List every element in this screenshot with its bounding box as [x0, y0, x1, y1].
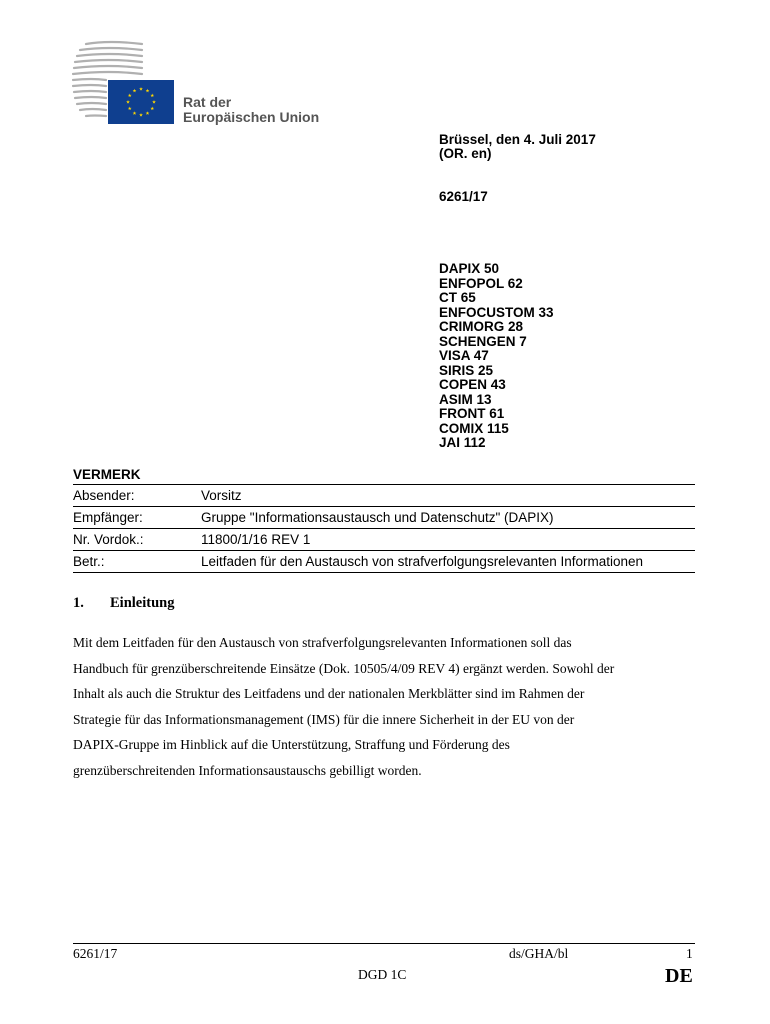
note-row [73, 484, 695, 506]
footer-divider [73, 943, 695, 944]
eu-flag-icon [108, 80, 174, 124]
classification-code: VISA 47 [439, 348, 489, 363]
classification-code: SIRIS 25 [439, 362, 494, 378]
classification-code: COPEN 43 [439, 377, 506, 392]
original-language: (OR. en) [439, 146, 492, 161]
eu-star-icon [126, 100, 130, 104]
paragraph-line: Strategie für das Informationsmanagement (IMS) für die innere Sicherheit in der EU von der [73, 711, 575, 727]
classification-code: CRIMORG 28 [439, 319, 524, 334]
eu-star-icon [150, 94, 154, 98]
note-row-value: Leitfaden für den Austausch von strafverfolgungsrelevanten Informationen [201, 554, 644, 569]
eu-star-icon [152, 100, 156, 104]
place-date: Brüssel, den 4. Juli 2017 [439, 132, 596, 147]
note-row-label: Empfänger: [73, 510, 143, 525]
council-name [183, 95, 319, 125]
classification-code: DAPIX 50 [439, 261, 500, 276]
classification-code: ASIM 13 [439, 391, 492, 407]
note-metadata-table [73, 484, 695, 573]
classification-code: ENFOCUSTOM 33 [439, 304, 554, 320]
council-name-line2: Europäischen Union [183, 109, 320, 125]
eu-star-icon [128, 107, 132, 111]
footer-page-number: 1 [686, 946, 693, 961]
section-title: Einleitung [110, 595, 175, 611]
eu-star-icon [128, 94, 132, 98]
note-row-value: Gruppe "Informationsaustausch und Datenschutz" (DAPIX) [201, 510, 554, 525]
paragraph-line: grenzüberschreitenden Informationsaustauschs gebilligt worden. [73, 762, 422, 778]
footer-reference: ds/GHA/bl [509, 946, 569, 961]
note-row [73, 550, 695, 573]
paragraph-line: DAPIX-Gruppe im Hinblick auf die Unterstützung, Straffung und Förderung des [73, 737, 510, 752]
note-row-value: 11800/1/16 REV 1 [201, 532, 311, 547]
council-name-line1: Rat der [183, 94, 232, 110]
footer-document-number: 6261/17 [73, 946, 118, 961]
section-number: 1. [73, 595, 84, 611]
paragraph-line: Handbuch für grenzüberschreitende Einsätze (Dok. 10505/4/09 REV 4) ergänzt werden. Sowohl der [73, 660, 615, 676]
eu-star-icon [133, 89, 137, 93]
document-number: 6261/17 [439, 189, 488, 204]
classification-code: SCHENGEN 7 [439, 333, 527, 349]
note-row [73, 506, 695, 528]
paragraph-line: Mit dem Leitfaden für den Austausch von strafverfolgungsrelevanten Informationen soll das [73, 635, 572, 650]
eu-star-icon [146, 111, 150, 115]
section-paragraph [73, 633, 698, 786]
eu-star-icon [146, 89, 150, 93]
note-row-value: Vorsitz [201, 488, 242, 503]
eu-star-icon [139, 87, 143, 91]
note-row-label: Absender: [73, 488, 135, 503]
eu-star-icon [150, 107, 154, 111]
eu-star-icon [139, 113, 143, 117]
note-row-label: Betr.: [73, 554, 105, 569]
classification-code: JAI 112 [439, 435, 486, 450]
note-row-label: Nr. Vordok.: [73, 532, 144, 547]
classification-codes [439, 262, 554, 451]
classification-code: COMIX 115 [439, 420, 509, 436]
classification-code: ENFOPOL 62 [439, 275, 523, 291]
classification-code: CT 65 [439, 290, 476, 305]
eu-star-icon [133, 111, 137, 115]
note-title: VERMERK [73, 467, 141, 482]
classification-code: FRONT 61 [439, 406, 505, 421]
footer-department: DGD 1C [358, 967, 407, 982]
footer-language: DE [665, 965, 693, 987]
note-row [73, 528, 695, 550]
paragraph-line: Inhalt als auch die Struktur des Leitfadens und der nationalen Merkblätter sind im Rahmen der [73, 686, 585, 701]
